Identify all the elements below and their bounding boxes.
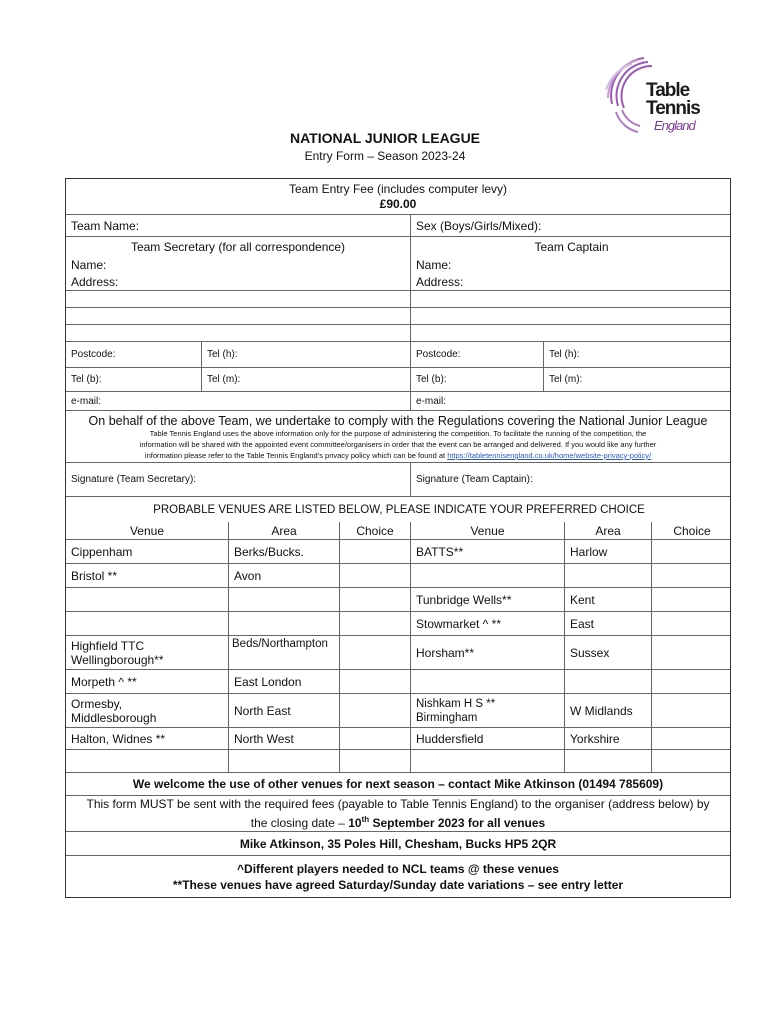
captain-address-line[interactable] (411, 291, 732, 307)
venue-area: Sussex (565, 636, 652, 669)
venue-name-line: Ormesby, (71, 696, 123, 711)
team-sex-field[interactable]: Sex (Boys/Girls/Mixed): (416, 218, 542, 233)
venue-area: Yorkshire (565, 728, 652, 749)
col-header-choice: Choice (673, 523, 711, 538)
venue-area: North East (229, 694, 340, 727)
deadline-line: This form MUST be sent with the required fees (payable to Table Tennis England) to the organiser (address below) by (86, 796, 710, 811)
venue-row (66, 588, 730, 612)
venue-name-line: Highfield TTC (71, 638, 145, 653)
venue-area: Beds/Northampton (229, 636, 340, 669)
captain-email-field[interactable]: e-mail: (416, 395, 447, 407)
venue-choice-field[interactable] (652, 564, 732, 587)
venue-choice-field[interactable] (652, 588, 732, 611)
entry-fee-box (66, 179, 730, 215)
venue-name (66, 612, 229, 635)
secretary-address-line[interactable] (66, 291, 411, 307)
deadline-line (251, 812, 545, 831)
table-tennis-england-logo (604, 54, 722, 140)
venue-row (66, 750, 730, 773)
venues-header-row (66, 522, 730, 540)
venue-area (229, 612, 340, 635)
venue-choice-field[interactable] (340, 588, 411, 611)
venue-note: ^Different players needed to NCL teams @ these venues (237, 862, 559, 876)
venue-choice-field[interactable] (340, 728, 411, 749)
captain-signature-field[interactable]: Signature (Team Captain): (416, 474, 533, 485)
venue-area: W Midlands (565, 694, 652, 727)
venue-area: Kent (565, 588, 652, 611)
col-header-area: Area (565, 522, 652, 539)
venue-name-line: Middlesborough (71, 710, 157, 725)
venue-name (66, 750, 229, 772)
venue-area: Berks/Bucks. (229, 540, 340, 563)
venue-name-line: Nishkam H S ** (416, 697, 496, 710)
venue-area: East London (229, 670, 340, 693)
venue-row (66, 728, 730, 750)
venue-name: Halton, Widnes ** (66, 728, 229, 749)
venue-name: Tunbridge Wells** (411, 588, 565, 611)
venue-name (411, 670, 565, 693)
entry-form (65, 178, 731, 898)
email-row (66, 392, 730, 411)
venue-note: **These venues have agreed Saturday/Sunday date variations – see entry letter (172, 878, 624, 892)
venue-name: Horsham** (411, 636, 565, 669)
entry-fee-amount: £90.00 (379, 197, 417, 211)
address-line-row (66, 325, 730, 342)
venue-choice-field[interactable] (340, 694, 411, 727)
undertaking-box (66, 411, 730, 463)
secretary-signature-field[interactable]: Signature (Team Secretary): (66, 463, 411, 496)
venue-row (66, 694, 730, 728)
privacy-notice-line (66, 450, 730, 461)
venue-name (411, 694, 565, 727)
venue-choice-field[interactable] (652, 670, 732, 693)
secretary-tel-h-field[interactable]: Tel (h): (202, 342, 411, 367)
secretary-email-field[interactable]: e-mail: (66, 392, 411, 410)
venue-area: Avon (229, 564, 340, 587)
address-line-row (66, 308, 730, 325)
venue-choice-field[interactable] (340, 636, 411, 669)
welcome-notice: We welcome the use of other venues for next season – contact Mike Atkinson (01494 785609) (66, 773, 730, 796)
captain-name-field[interactable]: Name: (416, 258, 452, 272)
col-header-choice: Choice (340, 522, 411, 539)
venues-heading: PROBABLE VENUES ARE LISTED BELOW, PLEASE INDICATE YOUR PREFERRED CHOICE (153, 503, 645, 516)
address-line-row (66, 291, 730, 308)
venue-name: Bristol ** (66, 564, 229, 587)
venue-name (411, 564, 565, 587)
organiser-address: Mike Atkinson, 35 Poles Hill, Chesham, Bucks HP5 2QR (66, 832, 730, 856)
secretary-heading: Team Secretary (for all correspondence) (66, 237, 411, 257)
secretary-postcode-field[interactable]: Postcode: (66, 342, 202, 367)
venue-row (66, 636, 730, 670)
logo-text-tennis: Tennis (646, 98, 700, 119)
signature-row (66, 463, 730, 497)
venue-choice-field[interactable] (340, 670, 411, 693)
captain-address-field[interactable]: Address: (416, 274, 464, 289)
privacy-policy-link[interactable]: https://tabletennisengland.co.uk/home/website-privacy-policy/ (447, 451, 652, 460)
privacy-notice-line: Table Tennis England uses the above information only for the purpose of administering the competition. To facilitate the running of the competition, the (149, 429, 647, 438)
deadline-day-suffix: th (361, 814, 370, 824)
secretary-address-line[interactable] (66, 308, 411, 324)
captain-address-line[interactable] (411, 325, 732, 341)
secretary-name-field[interactable]: Name: (66, 257, 411, 273)
privacy-notice-text: information please refer to the Table Tennis England’s privacy policy which can be found at (144, 451, 446, 460)
page-title: NATIONAL JUNIOR LEAGUE (289, 130, 481, 146)
venue-choice-field[interactable] (652, 612, 732, 635)
venue-name: Morpeth ^ ** (66, 670, 229, 693)
captain-postcode-field[interactable]: Postcode: (411, 342, 544, 367)
team-row (66, 215, 730, 237)
venue-notes (66, 856, 730, 898)
contact-name-row (66, 257, 730, 273)
venue-area (229, 588, 340, 611)
col-header-venue: Venue (66, 522, 229, 539)
venue-choice-field[interactable] (652, 728, 732, 749)
deadline-date: September 2023 for all venues (372, 815, 546, 830)
venue-name: Huddersfield (411, 728, 565, 749)
postcode-row (66, 342, 730, 368)
venue-row (66, 564, 730, 588)
tel-row (66, 368, 730, 392)
contact-address-row (66, 273, 730, 291)
venue-area: North West (229, 728, 340, 749)
venue-area: Harlow (565, 540, 652, 563)
venue-choice-field[interactable] (340, 540, 411, 563)
col-header-venue: Venue (411, 522, 565, 539)
venue-choice-field[interactable] (652, 636, 732, 669)
venue-name (66, 694, 229, 727)
undertaking-statement: On behalf of the above Team, we undertake to comply with the Regulations covering the National Junior League (88, 414, 708, 428)
captain-heading: Team Captain (534, 240, 609, 254)
logo-text-table: Table (646, 80, 690, 101)
venue-choice-field[interactable] (652, 694, 732, 727)
captain-tel-b-field[interactable]: Tel (b): (411, 368, 544, 391)
venue-row (66, 612, 730, 636)
col-header-area: Area (229, 522, 340, 539)
venue-area (565, 564, 652, 587)
venue-choice-field[interactable] (652, 750, 732, 772)
secretary-tel-b-field[interactable]: Tel (b): (66, 368, 202, 391)
captain-tel-h-field[interactable]: Tel (h): (549, 349, 580, 360)
secretary-tel-m-field[interactable]: Tel (m): (202, 368, 411, 391)
deadline-text: the closing date – (250, 815, 345, 830)
venue-name: Cippenham (66, 540, 229, 563)
venue-area (565, 670, 652, 693)
team-name-field[interactable]: Team Name: (66, 215, 411, 236)
contact-heading-row (66, 237, 730, 257)
privacy-notice-line: information will be shared with the appointed event committee/organisers in order that the event can be arranged and delivered. If you would like any further (139, 440, 657, 449)
venue-name (411, 750, 565, 772)
venue-choice-field[interactable] (340, 612, 411, 635)
venue-row (66, 670, 730, 694)
venue-choice-field[interactable] (652, 540, 732, 563)
venue-area: East (565, 612, 652, 635)
secretary-address-line[interactable] (66, 325, 411, 341)
venue-name (66, 588, 229, 611)
venue-area (229, 750, 340, 772)
venue-name-line: Wellingborough** (71, 652, 164, 667)
captain-address-line[interactable] (411, 308, 732, 324)
entry-fee-label: Team Entry Fee (includes computer levy) (288, 182, 508, 196)
venue-name: BATTS** (411, 540, 565, 563)
venues-heading-row (66, 497, 730, 522)
deadline-day: 10 (348, 815, 362, 830)
venue-choice-field[interactable] (340, 564, 411, 587)
venue-name: Stowmarket ^ ** (411, 612, 565, 635)
venue-name (66, 636, 229, 669)
logo-text-england: England (654, 118, 695, 133)
venue-row (66, 540, 730, 564)
venue-area (565, 750, 652, 772)
deadline-notice (66, 796, 730, 832)
captain-tel-m-field[interactable]: Tel (m): (549, 374, 583, 385)
venue-choice-field[interactable] (340, 750, 411, 772)
venue-name-line: Birmingham (416, 711, 478, 724)
secretary-address-field[interactable]: Address: (66, 273, 411, 290)
page-subtitle: Entry Form – Season 2023-24 (304, 149, 466, 163)
